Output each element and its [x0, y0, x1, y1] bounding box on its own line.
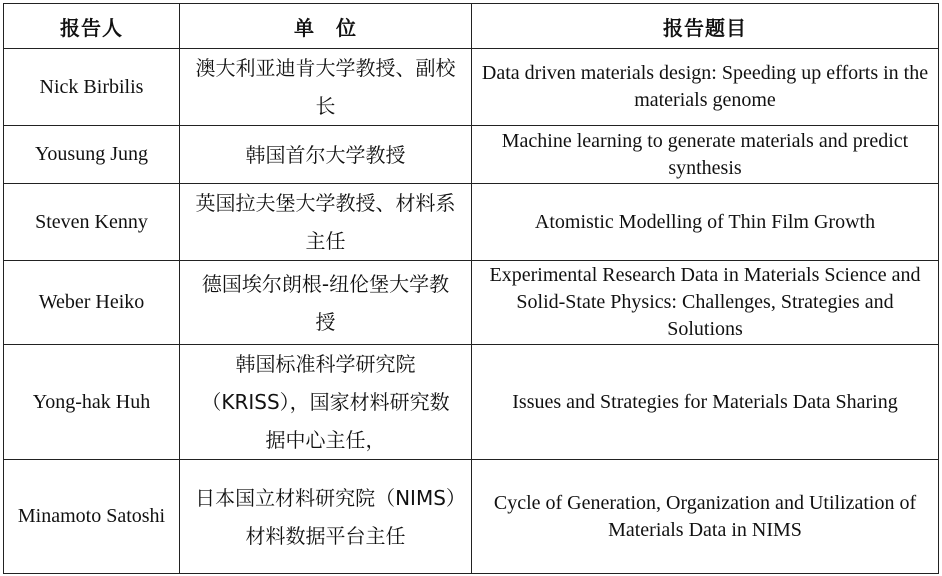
- table-row: [4, 126, 939, 184]
- table-row: [4, 460, 939, 574]
- table-row: [4, 184, 939, 261]
- speaker-name: Yousung Jung: [4, 126, 180, 184]
- speaker-topic: Experimental Research Data in Materials Science and Solid-State Physics: Challenges, Strategies and Solutions: [472, 261, 939, 345]
- speaker-unit: 韩国标准科学研究院（KRISS），国家材料研究数据中心主任，: [180, 345, 472, 460]
- speaker-topic: Machine learning to generate materials and predict synthesis: [472, 126, 939, 184]
- speaker-name: Steven Kenny: [4, 184, 180, 261]
- speaker-unit: 澳大利亚迪肯大学教授、副校长: [180, 49, 472, 126]
- speaker-unit: 韩国首尔大学教授: [180, 126, 472, 184]
- header-unit: 单 位: [180, 4, 472, 49]
- header-row: [4, 4, 939, 49]
- table-row: [4, 345, 939, 460]
- speaker-topic: Data driven materials design: Speeding up efforts in the materials genome: [472, 49, 939, 126]
- speaker-topic: Issues and Strategies for Materials Data Sharing: [472, 345, 939, 460]
- speaker-topic: Cycle of Generation, Organization and Utilization of Materials Data in NIMS: [472, 460, 939, 574]
- speaker-name: Yong-hak Huh: [4, 345, 180, 460]
- table-row: [4, 261, 939, 345]
- speaker-name: Weber Heiko: [4, 261, 180, 345]
- speaker-name: Nick Birbilis: [4, 49, 180, 126]
- speaker-name: Minamoto Satoshi: [4, 460, 180, 574]
- speaker-unit: 日本国立材料研究院（NIMS）材料数据平台主任: [180, 460, 472, 574]
- speaker-table: [3, 3, 939, 574]
- header-reporter: 报告人: [4, 4, 180, 49]
- speaker-unit: 德国埃尔朗根-纽伦堡大学教授: [180, 261, 472, 345]
- speaker-unit: 英国拉夫堡大学教授、材料系主任: [180, 184, 472, 261]
- header-topic: 报告题目: [472, 4, 939, 49]
- speaker-topic: Atomistic Modelling of Thin Film Growth: [472, 184, 939, 261]
- table-row: [4, 49, 939, 126]
